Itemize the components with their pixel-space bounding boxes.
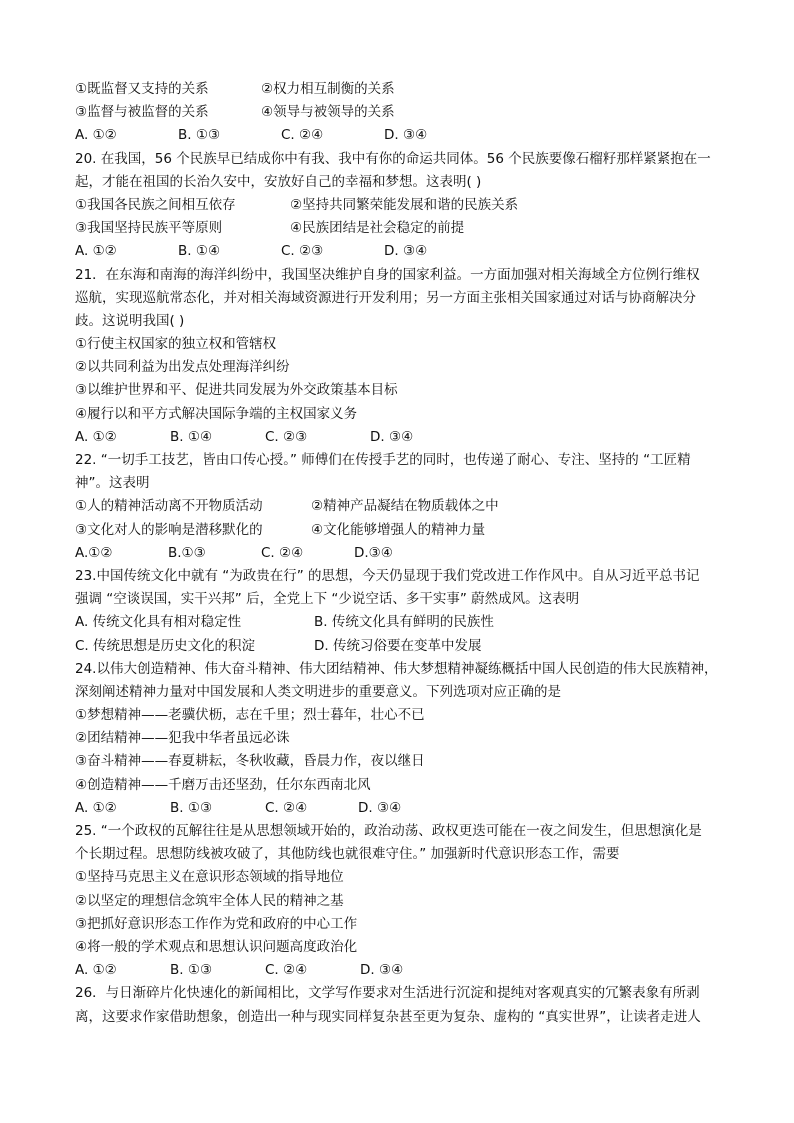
- q19-option-3: ③监督与被监督的关系: [75, 104, 209, 121]
- q20-stem-line-2: 起，才能在祖国的长治久安中，安放好自己的幸福和梦想。这表明( ): [75, 173, 482, 190]
- q22-options-row-2: [75, 519, 735, 542]
- q22-answer-a: A.①②: [75, 544, 113, 561]
- q25-option-2: ②以坚定的理想信念筑牢全体人民的精神之基: [75, 892, 344, 909]
- q19-options-row-1: [75, 78, 735, 101]
- q19-answer-d: D. ③④: [384, 127, 428, 144]
- q24-option-1: ①梦想精神——老骥伏枥，志在千里；烈士暮年，壮心不已: [75, 707, 425, 724]
- q24-stem-line-1: 24.以伟大创造精神、伟大奋斗精神、伟大团结精神、伟大梦想精神凝练概括中国人民创造的伟大民族精神，: [75, 660, 718, 677]
- q20-answers: [75, 240, 735, 263]
- q25-answer-d: D. ③④: [360, 962, 404, 979]
- q24-option-2: ②团结精神——犯我中华者虽远必诛: [75, 730, 290, 747]
- q20-option-4: ④民族团结是社会稳定的前提: [290, 220, 465, 237]
- q23-options-row-1: [75, 611, 735, 634]
- q24-answer-a: A. ①②: [75, 799, 117, 816]
- q20-answer-a: A. ①②: [75, 243, 117, 260]
- q24-answer-d: D. ③④: [358, 799, 402, 816]
- q21-option-2: ②以共同利益为出发点处理海洋纠纷: [75, 359, 290, 376]
- q21-answer-c: C. ②③: [265, 428, 308, 445]
- q21-answers: [75, 426, 735, 449]
- exam-page: [75, 78, 735, 1029]
- q20-option-2: ②坚持共同繁荣能发展和谐的民族关系: [290, 196, 519, 213]
- q23-stem-line-1: 23.中国传统文化中就有 “为政贵在行” 的思想，今天仍显现于我们党改进工作作风中。自从习近平总书记: [75, 567, 700, 584]
- q21-answer-a: A. ①②: [75, 428, 117, 445]
- q21-option-4: ④履行以和平方式解决国际争端的主权国家义务: [75, 405, 358, 422]
- q22-answers: [75, 542, 735, 565]
- q21-option-3: ③以维护世界和平、促进共同发展为外交政策基本目标: [75, 382, 398, 399]
- q21-stem-line-1: 21．在东海和南海的海洋纠纷中，我国坚决维护自身的国家利益。一方面加强对相关海域全方位例行维权: [75, 266, 700, 283]
- q24-answers: [75, 797, 735, 820]
- q23-options-row-2: [75, 635, 735, 658]
- q20-stem-line-1: 20. 在我国，56 个民族早已结成你中有我、我中有你的命运共同体。56 个民族要像石榴籽那样紧紧抱在一: [75, 150, 711, 167]
- q19-option-1: ①既监督又支持的关系: [75, 81, 209, 97]
- q23-stem-line-2: 强调 “空谈误国，实干兴邦” 后，全党上下 “少说空话、多干实事” 蔚然成风。这表明: [75, 591, 580, 608]
- q19-answer-a: A. ①②: [75, 127, 117, 144]
- q22-answer-d: D.③④: [354, 544, 393, 561]
- q23-option-b: B. 传统文化具有鲜明的民族性: [314, 614, 494, 631]
- q25-stem-line-2: 个长期过程。思想防线被攻破了，其他防线也就很难守住。” 加强新时代意识形态工作，需要: [75, 846, 620, 863]
- q21-stem-line-3: 歧。这说明我国( ): [75, 312, 185, 329]
- q25-answer-a: A. ①②: [75, 962, 117, 979]
- q20-answer-d: D. ③④: [384, 243, 428, 260]
- q19-options-row-2: [75, 101, 735, 124]
- q19-answers: [75, 124, 735, 147]
- q25-option-4: ④将一般的学术观点和思想认识问题高度政治化: [75, 938, 358, 955]
- q19-option-4: ④领导与被领导的关系: [261, 104, 395, 121]
- q22-option-1: ①人的精神活动离不开物质活动: [75, 498, 263, 515]
- q19-answer-c: C. ②④: [281, 127, 324, 144]
- q20-answer-b: B. ①④: [178, 243, 221, 260]
- q19-option-2: ②权力相互制衡的关系: [261, 81, 395, 97]
- q26-stem-line-1: 26．与日渐碎片化快速化的新闻相比，文学写作要求对生活进行沉淀和提纯对客观真实的冗繁表象有所剥: [75, 985, 700, 1002]
- q20-option-3: ③我国坚持民族平等原则: [75, 220, 223, 237]
- q23-option-a: A. 传统文化具有相对稳定性: [75, 614, 242, 631]
- q25-answer-c: C. ②④: [265, 962, 308, 979]
- q26-stem-line-2: 离，这要求作家借助想象，创造出一种与现实同样复杂甚至更为复杂、虚构的 “真实世界”，让读者走进人: [75, 1008, 701, 1025]
- q24-answer-b: B. ①③: [170, 799, 213, 816]
- q22-stem-line-1: 22. “一切手工技艺，皆由口传心授。” 师傅们在传授手艺的同时，也传递了耐心、专注、坚持的 “工匠精: [75, 452, 691, 468]
- q20-option-1: ①我国各民族之间相互依存: [75, 196, 236, 213]
- q22-option-2: ②精神产品凝结在物质载体之中: [311, 498, 499, 515]
- q22-option-4: ④文化能够增强人的精神力量: [311, 521, 486, 538]
- q24-option-3: ③奋斗精神——春夏耕耘，冬秋收藏，昏晨力作，夜以继日: [75, 753, 425, 770]
- q23-option-c: C. 传统思想是历史文化的积淀: [75, 637, 256, 654]
- q24-answer-c: C. ②④: [265, 799, 308, 816]
- q25-option-1: ①坚持马克思主义在意识形态领域的指导地位: [75, 869, 344, 886]
- q24-stem-line-2: 深刻阐述精神力量对中国发展和人类文明进步的重要意义。下列选项对应正确的是: [75, 683, 561, 700]
- q24-option-4: ④创造精神——千磨万击还坚劲，任尔东西南北风: [75, 776, 371, 793]
- q22-stem-line-2: 神”。这表明: [75, 475, 150, 492]
- q21-answer-b: B. ①④: [170, 428, 213, 445]
- q20-options-row-1: [75, 194, 735, 217]
- q25-option-3: ③把抓好意识形态工作作为党和政府的中心工作: [75, 915, 358, 932]
- q25-answer-b: B. ①③: [170, 962, 213, 979]
- q21-option-1: ①行使主权国家的独立权和管辖权: [75, 336, 277, 353]
- q19-answer-b: B. ①③: [178, 127, 221, 144]
- q25-answers: [75, 959, 735, 982]
- q23-option-d: D. 传统习俗要在变革中发展: [314, 637, 482, 654]
- q22-option-3: ③文化对人的影响是潜移默化的: [75, 521, 263, 538]
- q21-stem-line-2: 巡航，实现巡航常态化，并对相关海域资源进行开发利用；另一方面主张相关国家通过对话与协商解决分: [75, 289, 696, 306]
- q20-answer-c: C. ②③: [281, 243, 324, 260]
- q22-answer-c: C. ②④: [261, 544, 304, 561]
- q25-stem-line-1: 25. “一个政权的瓦解往往是从思想领域开始的，政治动荡、政权更迭可能在一夜之间发生，但思想演化是: [75, 823, 702, 839]
- q22-answer-b: B.①③: [168, 544, 206, 561]
- q22-options-row-1: [75, 495, 735, 518]
- q21-answer-d: D. ③④: [370, 428, 414, 445]
- q20-options-row-2: [75, 217, 735, 240]
